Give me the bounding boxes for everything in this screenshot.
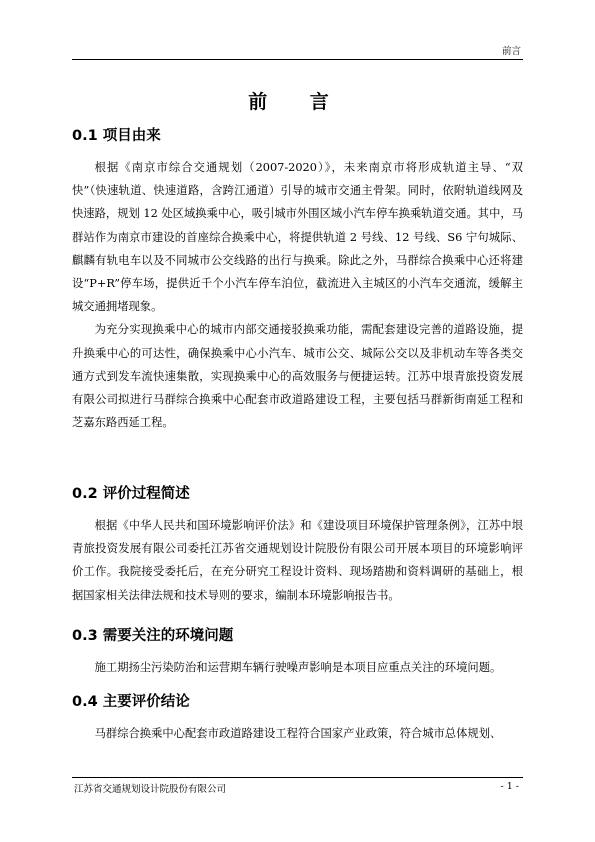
running-header: 前言 — [501, 46, 521, 57]
footer-rule — [72, 777, 523, 778]
section-project-origin — [72, 126, 523, 434]
footer-company: 江苏省交通规划设计院股份有限公司 — [74, 784, 227, 795]
page-number: - 1 - — [500, 781, 519, 792]
section-heading: 0.4 主要评价结论 — [72, 694, 190, 710]
section-heading: 0.2 评价过程简述 — [72, 486, 190, 502]
page-title: 前 言 — [248, 91, 347, 113]
paragraph: 施工期扬尘污染防治和运营期车辆行驶噪声影响是本项目应重点关注的环境问题。 — [94, 661, 502, 674]
paragraph: 根据《中华人民共和国环境影响评价法》和《建设项目环境保护管理条例》，江苏中垠青旅投资发展有限公司委托江苏省交通规划设计院股份有限公司开展本项目的环境影响评价工作。我院接受委托后，在充分研究工程设计资料、现场踏勘和资料调研的基础上，根据国家相关法律法规和技术导则的要求，编制本环境影响报告书。 — [72, 519, 523, 602]
paragraph: 根据《南京市综合交通规划（2007-2020）》，未来南京市将形成轨道主导、“双快”（快速轨道、快速道路，含跨江通道）引导的城市交通主骨架。同时，依附轨道线网及快速路，规划 12 处区域换乘中心，吸引城市外围区域小汽车停车换乘轨道交通。其中，马群站作为南京市建设的首座综合换乘中心，将提供轨道 2 号线、12 号线、S6 宁句城际、麒麟有轨电车以及不同城市公交线路的出行与换乘。除此之外，马群综合换乘中心还将建设“P+R”停车场，提供近千个小汽车停车泊位，截流进入主城区的小汽车交通流，缓解主城交通拥堵现象。 — [72, 161, 523, 314]
header-rule — [72, 59, 523, 60]
section-evaluation-process — [72, 484, 523, 607]
section-heading: 0.3 需要关注的环境问题 — [72, 628, 234, 644]
paragraph: 马群综合换乘中心配套市政道路建设工程符合国家产业政策，符合城市总体规划、 — [94, 727, 502, 740]
section-main-conclusions — [72, 692, 523, 745]
paragraph: 为充分实现换乘中心的城市内部交通接驳换乘功能，需配套建设完善的道路设施，提升换乘中心的可达性，确保换乘中心小汽车、城市公交、城际公交以及非机动车等各类交通方式到发车流快速集散，实现换乘中心的高效服务与便捷运转。江苏中垠青旅投资发展有限公司拟进行马群综合换乘中心配套市政道路建设工程，主要包括马群新街南延工程和芝嘉东路西延工程。 — [72, 323, 523, 430]
section-heading: 0.1 项目由来 — [72, 128, 161, 144]
section-environmental-issues — [72, 626, 523, 679]
